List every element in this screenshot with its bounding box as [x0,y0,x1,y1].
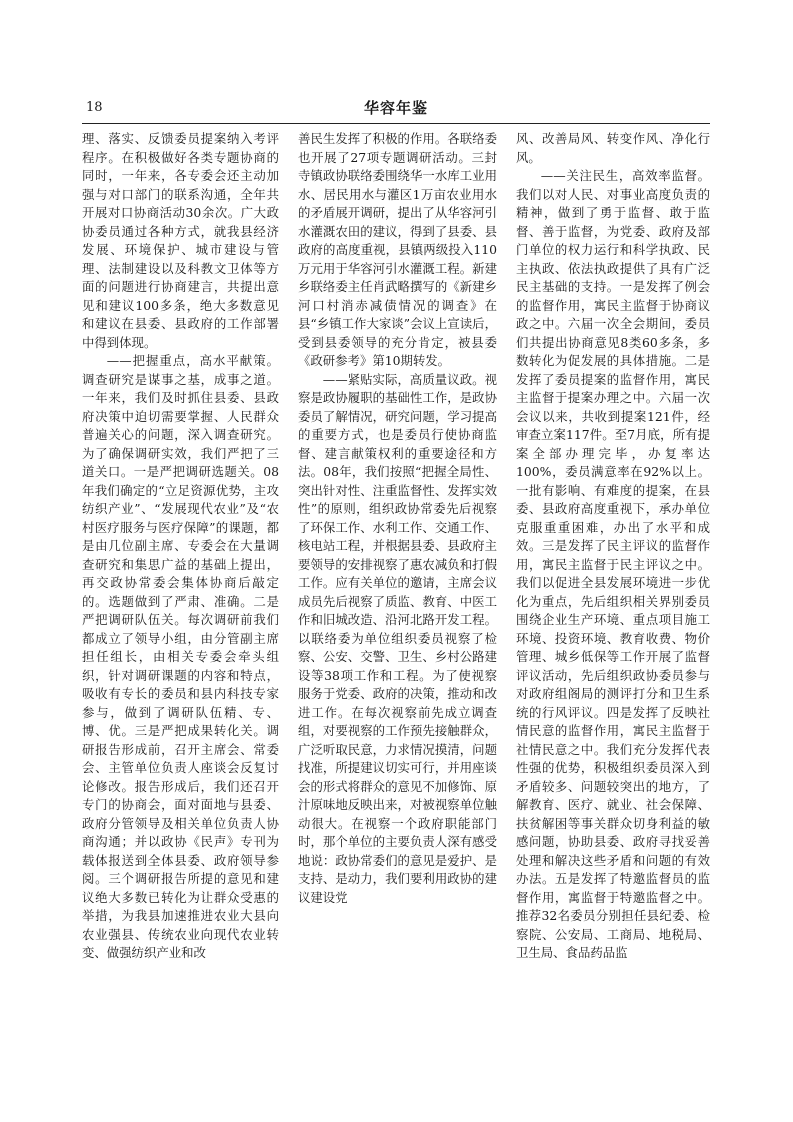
text-column-2 [298,130,497,1060]
journal-title: 华容年鉴 [363,99,428,117]
paragraph: 理、落实、反馈委员提案纳入考评程序。在积极做好各类专题协商的同时，一年来，各专委会还主动加强与对口部门的联系沟通，全年共开展对口协商活动30余次。广大政协委员通过各种方式，就我县经济发展、环境保护、城市建设与管理、法制建设以及科教文卫体等方面的问题进行协商建言，共提出意见和建议100多条，绝大多数意见和建议在县委、县政府的工作部署中得到体现。 [82,131,279,350]
text-column-3 [516,130,710,1060]
paragraph: ——关注民生，高效率监督。我们以对人民、对事业高度负责的精神，做到了勇于监督、敢于监督、善于监督，为党委、政府及部门单位的权力运行和科学执政、民主执政、依法执政提供了具有广泛民主基础的支持。一是发挥了例会的监督作用，寓民主监督于协商议政之中。六届一次全会期间，委员们共提出协商意见8类60多条，多数转化为促发展的具体措施。二是发挥了委员提案的监督作用，寓民主监督于提案办理之中。六届一次会议以来，共收到提案121件，经审查立案117件。至7月底，所有提案全部办理完毕，办复率达100%，委员满意率在92%以上。一批有影响、有难度的提案，在县委、县政府高度重视下，承办单位克服重重困难，办出了水平和成效。三是发挥了民主评议的监督作用，寓民主监督于民主评议之中。我们以促进全县发展环境进一步优化为重点，先后组织相关界别委员围绕企业生产环境、重点项目施工环境、投资环境、教育收费、物价管理、城乡低保等工作开展了监督评议活动，先后组织政协委员参与对政府组阁局的测评打分和卫生系统的行风评议。四是发挥了反映社情民意的监督作用，寓民主监督于社情民意之中。我们充分发挥代表性强的优势，积极组织委员深入到矛盾较多、问题较突出的地方，了解教育、医疗、就业、社会保障、扶贫解困等事关群众切身利益的敏感问题，协助县委、政府寻找妥善处理和解决这些矛盾和问题的有效办法。五是发挥了特邀监督员的监督作用，寓监督于特邀监督之中。推荐32名委员分别担任县纪委、检察院、公安局、工商局、地税局、卫生局、食品药品监 [516,168,710,960]
header-rule [82,123,710,124]
paragraph: ——把握重点，高水平献策。调查研究是谋事之基，成事之道。一年来，我们及时抓住县委、县政府决策中迫切需要掌握、人民群众普遍关心的问题，深入调查研究。为了确保调研实效，我们严把了三道关口。一是严把调研选题关。08年我们确定的“立足资源优势，主攻纺织产业”、“发展现代农业”及“农村医疗服务与医疗保障”的课题，都是由几位副主席、专委会在大量调查研究和集思广益的基础上提出，再交政协常委会集体协商后敲定的。选题做到了严肃、准确。二是严把调研队伍关。每次调研前我们都成立了领导小组，由分管副主席担任组长，由相关专委会牵头组织，针对调研课题的内容和特点，吸收有专长的委员和县内科技专家参与，做到了调研队伍精、专、博、优。三是严把成果转化关。调研报告形成前，召开主席会、常委会、主管单位负责人座谈会反复讨论修改。报告形成后，我们还召开专门的协商会，面对面地与县委、政府分管领导及相关单位负责人协商沟通；并以政协《民声》专刊为载体报送到全体县委、政府领导参阅。三个调研报告所提的意见和建议绝大多数已转化为让群众受惠的举措，为我县加速推进农业大县向农业强县、传统农业向现代农业转变、做强纺织产业和改 [82,353,279,960]
page-number: 18 [86,100,103,115]
paragraph: 风、改善局风、转变作风、净化行风。 [516,131,710,165]
paragraph: 善民生发挥了积极的作用。各联络委也开展了27项专题调研活动。三封寺镇政协联络委围绕华一水库工业用水、居民用水与灌区1万亩农业用水的矛盾展开调研，提出了从华容河引水灌溉农田的建议，得到了县委、县政府的高度重视，县镇两级投入110万元用于华容河引水灌溉工程。新建乡联络委主任肖武略撰写的《新建乡河口村消赤减债情况的调查》在县“乡镇工作大家谈”会议上宣读后，受到县委领导的充分肯定，被县委《政研参考》第10期转发。 [298,131,497,368]
page-header [82,96,710,122]
text-column-1 [82,130,279,1060]
paragraph: ——紧贴实际，高质量议政。视察是政协履职的基础性工作，是政协委员了解情况，研究问题，学习提高的重要方式，也是委员行使协商监督、建言献策权利的重要途径和方法。08年，我们按照“把握全局性、突出针对性、注重监督性、发挥实效性”的原则，组织政协常委先后视察了环保工作、水利工作、交通工作、核电站工程，并根据县委、县政府主要领导的安排视察了惠农减负和打假工作。应有关单位的邀请，主席会议成员先后视察了质监、教育、中医工作和旧城改造、沿河北路开发工程。以联络委为单位组织委员视察了检察、公安、交警、卫生、乡村公路建设等38项工作和工程。为了使视察服务于党委、政府的决策，推动和改进工作。在每次视察前先成立调查组，对要视察的工作预先接触群众，广泛听取民意，力求情况摸清，问题找准，所提建议切实可行，并用座谈会的形式将群众的意见不加修饰、原汁原味地反映出来，对被视察单位触动很大。在视察一个政府职能部门时，那个单位的主要负责人深有感受地说：政协常委们的意见是爱护、是支持、是动力，我们要利用政协的建议建设党 [298,371,497,905]
